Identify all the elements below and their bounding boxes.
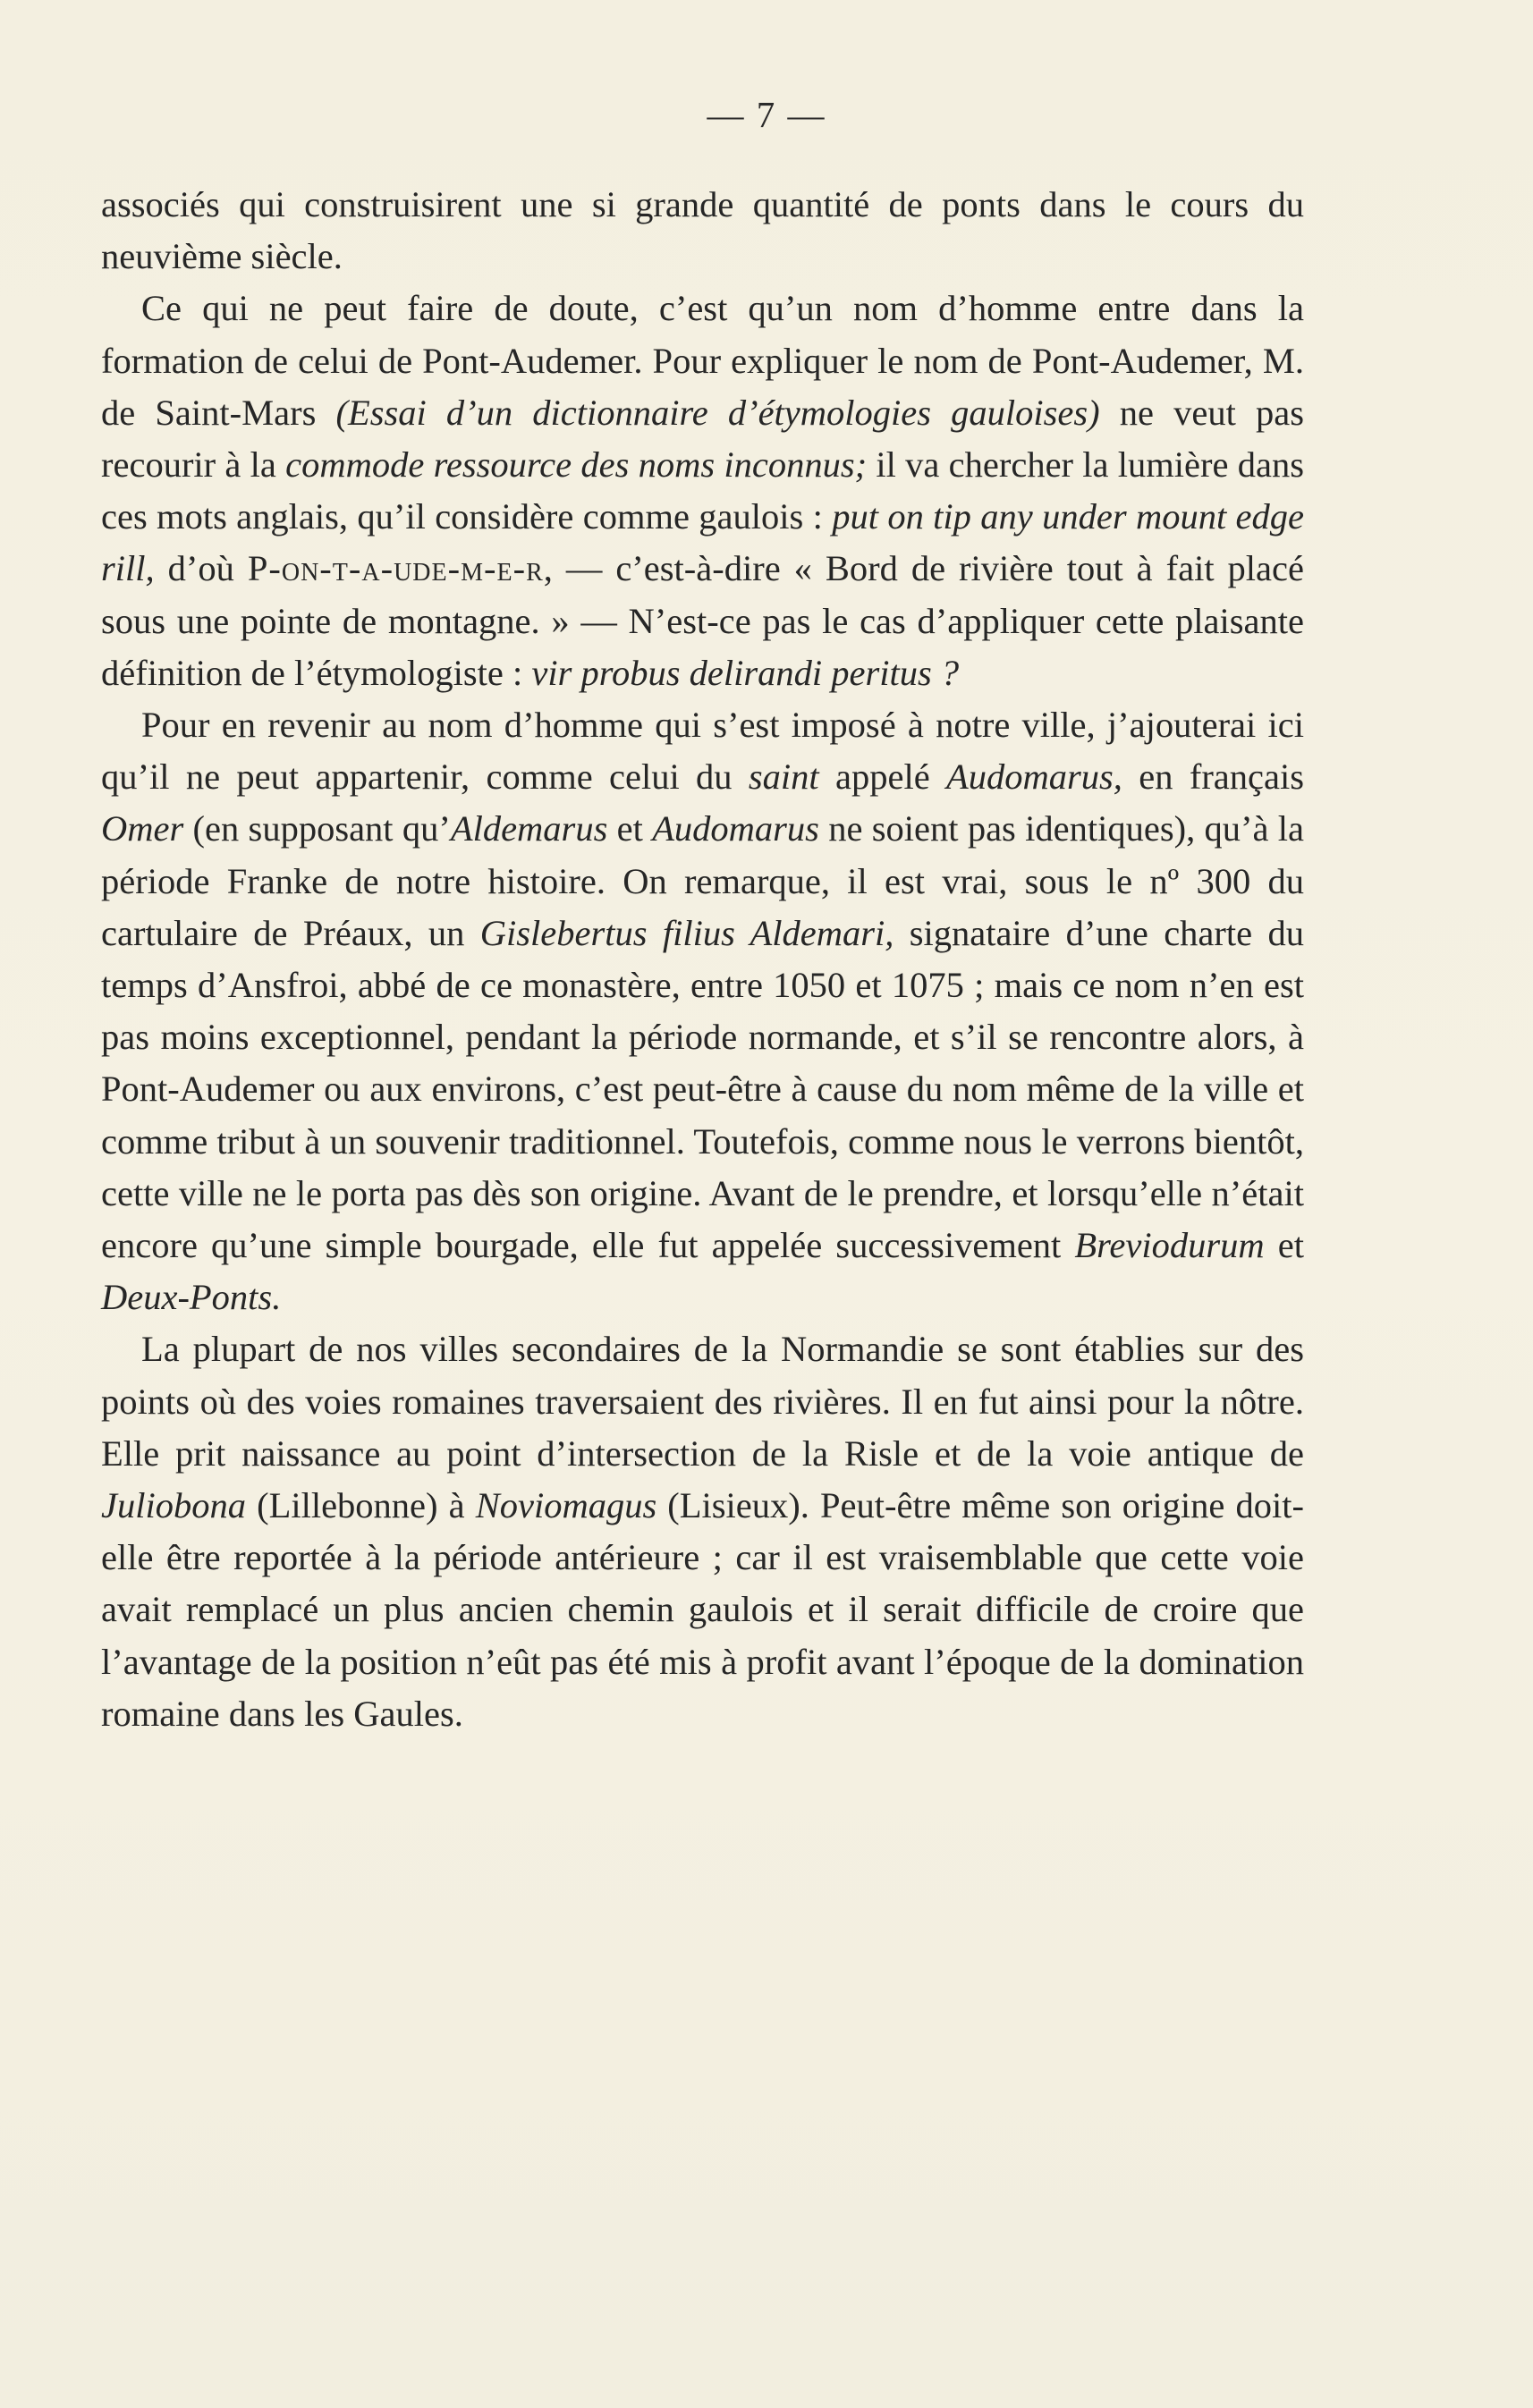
text-run: en français bbox=[1122, 756, 1304, 798]
paragraph bbox=[101, 699, 1304, 1323]
italic-text: commode ressource des noms inconnus; bbox=[285, 444, 868, 486]
paragraph bbox=[101, 283, 1304, 699]
text-run: Pour en revenir au nom d’homme qui s’est imposé à notre ville, j’ajouterai ici qu’il ne peut appartenir, comme celui du bbox=[101, 705, 1304, 798]
italic-text: Aldemarus bbox=[450, 808, 608, 849]
italic-text: Omer bbox=[101, 808, 184, 849]
text-run: , — c’est-à-dire « Bord de rivière tout à fait placé sous une pointe de montagne. » — N’est-ce pas le cas d’appliquer cette plaisante définition de l’étymologiste : bbox=[101, 548, 1304, 693]
italic-text: (Essai d’un dictionnaire d’étymologies gauloises) bbox=[335, 392, 1100, 433]
italic-text: Deux-Ponts. bbox=[101, 1277, 282, 1318]
italic-text: Audomarus, bbox=[946, 756, 1122, 798]
text-run: La plupart de nos villes secondaires de la Normandie se sont établies sur des points où des voies romaines traversaient des rivières. Il en fut ainsi pour la nôtre. Elle prit naissance au point d’intersection de la Risle et de la voie antique de bbox=[101, 1329, 1304, 1474]
text-run: (Lillebonne) à bbox=[245, 1485, 476, 1526]
paragraph bbox=[101, 179, 1304, 283]
italic-text: Noviomagus bbox=[475, 1485, 657, 1526]
body-text bbox=[101, 179, 1304, 1740]
paragraph bbox=[101, 1323, 1304, 1740]
italic-text: vir probus delirandi peritus ? bbox=[531, 652, 960, 693]
italic-text: Gislebertus filius Aldemari, bbox=[479, 912, 894, 953]
italic-text: Audomarus bbox=[652, 808, 819, 849]
text-run: appelé bbox=[818, 756, 947, 798]
italic-text: put on tip any under mount edge rill, bbox=[101, 496, 1304, 589]
text-run: associés qui construisirent une si grande quantité de ponts dans le cours du neuvième siècle. bbox=[101, 184, 1304, 277]
text-run: ne veut pas recourir à la bbox=[101, 392, 1305, 486]
page-number: — 7 — bbox=[707, 94, 826, 135]
italic-text: Breviodurum bbox=[1074, 1225, 1265, 1266]
italic-text: Juliobona bbox=[101, 1485, 246, 1526]
text-run: Ce qui ne peut faire de doute, c’est qu’un nom d’homme entre dans la formation de celui de Pont-Audemer. Pour expliquer le nom de Pont-Audemer, M. de Saint-Mars bbox=[101, 288, 1304, 433]
text-run: signataire d’une charte du temps d’Ansfroi, abbé de ce monastère, entre 1050 et 1075 ; mais ce nom n’en est pas moins exceptionnel, pendant la période normande, et s’il se rencontre alors, à Pont-Audemer ou aux environs, c’est peut-être à cause du nom même de la ville et comme tribut à un souvenir traditionnel. Toutefois, comme nous le verrons bientôt, cette ville ne le porta pas dès son origine. Avant de le prendre, et lorsqu’elle n’était encore qu’une simple bourgade, elle fut appelée successivement bbox=[101, 912, 1305, 1266]
text-run: ne soient pas identiques), qu’à la période Franke de notre histoire. On remarque, il est vrai, sous le nº 300 du cartulaire de Préaux, un bbox=[101, 808, 1304, 953]
text-run: (Lisieux). Peut-être même son origine doit-elle être reportée à la période antérieure ; car il est vraisemblable que cette voie avait remplacé un plus ancien chemin gaulois et il serait difficile de croire que l’avantage de la position n’eût pas été mis à profit avant l’époque de la domination romaine dans les Gaules. bbox=[101, 1485, 1305, 1734]
text-run: il va chercher la lumière dans ces mots anglais, qu’il considère comme gaulois : bbox=[101, 444, 1304, 537]
smallcaps-text: P-on-t-a-ude-m-e-r bbox=[247, 548, 544, 589]
text-run: d’où bbox=[154, 548, 248, 589]
italic-text: saint bbox=[748, 756, 819, 798]
text-run: (en supposant qu’ bbox=[183, 808, 451, 849]
text-run: et bbox=[1264, 1225, 1304, 1266]
text-run: et bbox=[607, 808, 653, 849]
